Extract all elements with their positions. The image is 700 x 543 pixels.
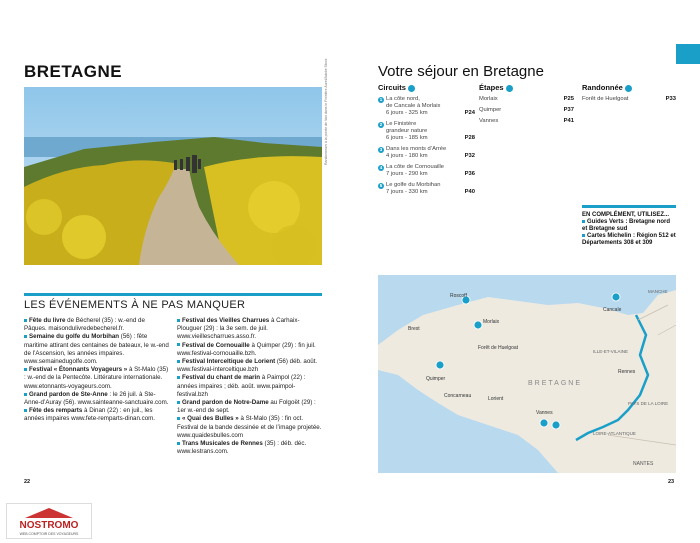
event-item bbox=[177, 358, 322, 374]
map-label-vannes: Vannes bbox=[536, 410, 553, 416]
etapes-section bbox=[479, 83, 574, 127]
circuit-page: P40 bbox=[464, 189, 475, 195]
map-label-loire-atlantique: LOIRE-ATLANTIQUE bbox=[593, 431, 636, 436]
circuit-line: 6 jours - 185 km bbox=[386, 135, 428, 141]
coastal-path-photo bbox=[24, 87, 322, 265]
bullet-icon bbox=[582, 220, 585, 223]
circuit-item[interactable] bbox=[378, 164, 475, 178]
circuit-number-icon: 3 bbox=[379, 147, 383, 152]
circuit-page: P36 bbox=[464, 171, 475, 177]
circuit-number-icon: 2 bbox=[379, 122, 383, 127]
circuit-line: Le Finistère bbox=[386, 121, 417, 127]
event-details: (35) : déb. déc. www.lestrans.com. bbox=[177, 440, 307, 456]
event-name: Trans Musicales de Rennes bbox=[182, 440, 263, 448]
event-details: : le 26 juil. à Ste-Anne-d’Auray (56). www.sainteanne-sanctuaire.com. bbox=[24, 390, 169, 407]
etape-item[interactable] bbox=[479, 105, 574, 116]
event-item bbox=[24, 391, 169, 407]
bullet-icon bbox=[24, 409, 27, 412]
bullet-icon bbox=[177, 442, 180, 445]
event-details: (56) : fête maritime attirant des centaines de bateaux, le w.-end de l’Ascension, les années impaires. www.semainedugolfe.com. bbox=[24, 333, 169, 366]
etape-item-name: Vannes bbox=[479, 118, 499, 124]
circuit-badge-icon bbox=[408, 85, 415, 92]
event-details: à Carhaix-Plouguer (29) : la 3e sem. de juil. www.vieillescharrues.asso.fr. bbox=[177, 317, 300, 341]
map-label-quimper: Quimper bbox=[426, 376, 446, 382]
circuit-line: La côte nord, bbox=[386, 96, 420, 102]
events-column-2 bbox=[177, 317, 322, 456]
bullet-icon bbox=[24, 368, 27, 371]
logo-tagline: WEB COMPTOIR DES VOYAGEURS bbox=[19, 532, 79, 536]
event-name: Fête du livre bbox=[29, 317, 66, 324]
circuit-item[interactable] bbox=[378, 146, 475, 160]
map-label-bretagne: BRETAGNE bbox=[528, 380, 582, 387]
map-label-nantes: NANTES bbox=[633, 461, 654, 467]
complement-item bbox=[582, 219, 676, 233]
event-details: de Bécherel (35) : w.-end de Pâques. maisondulivredebecherel.fr. bbox=[24, 317, 145, 333]
circuit-line: La côte de Cornouaille bbox=[386, 164, 445, 170]
bullet-icon bbox=[582, 234, 585, 237]
bullet-icon bbox=[24, 335, 27, 338]
bullet-icon bbox=[177, 343, 180, 346]
etape-badge-icon bbox=[506, 85, 513, 92]
event-details: à Quimper (29) : fin juil. www.festival-cornouaille.bzh. bbox=[177, 341, 316, 357]
event-item bbox=[177, 399, 322, 415]
circuit-item[interactable] bbox=[378, 182, 475, 196]
circuit-item[interactable] bbox=[378, 96, 475, 117]
bullet-icon bbox=[24, 319, 27, 322]
etape-item[interactable] bbox=[479, 94, 574, 105]
etape-item[interactable] bbox=[479, 116, 574, 127]
randonnee-item[interactable] bbox=[582, 94, 676, 105]
complement-text: Guides Verts : Bretagne nord et Bretagne sud bbox=[582, 219, 671, 232]
event-item bbox=[177, 374, 322, 399]
etape-item-name: Quimper bbox=[479, 107, 502, 113]
event-details: à St-Malo (35) : w.-end de la Pentecôte. Littérature internationale. www.etonnants-voyageurs.com. bbox=[24, 366, 169, 390]
circuit-line: 7 jours - 290 km bbox=[386, 171, 428, 177]
event-details: à Dinan (22) : en juil., les années impaires www.fete-remparts-dinan.com. bbox=[24, 407, 156, 423]
circuits-section bbox=[378, 83, 475, 200]
map-label-morlaix: Morlaix bbox=[483, 319, 500, 325]
event-item bbox=[24, 407, 169, 423]
complement-text: Cartes Michelin : Région 512 et Départements 308 et 309 bbox=[582, 233, 676, 246]
region-map bbox=[378, 275, 676, 473]
chapter-tab bbox=[676, 44, 700, 64]
event-item bbox=[177, 342, 322, 358]
circuit-line: Dans les monts d’Arrée bbox=[386, 146, 447, 152]
event-item bbox=[24, 366, 169, 391]
event-name: Semaine du golfe du Morbihan bbox=[29, 333, 120, 341]
roof-icon bbox=[25, 508, 73, 518]
circuit-page: P24 bbox=[464, 110, 475, 116]
map-label-roscoff: Roscoff bbox=[450, 293, 467, 299]
page-title-left: BRETAGNE bbox=[24, 62, 123, 81]
randonnee-section bbox=[582, 83, 676, 105]
event-item bbox=[177, 317, 322, 342]
event-name: Festival des Vieilles Charrues bbox=[182, 317, 270, 324]
circuit-page: P32 bbox=[464, 153, 475, 159]
nostromo-logo bbox=[6, 503, 92, 539]
events-column-1 bbox=[24, 317, 169, 424]
event-details: (56) déb. août. www.festival-interceltique.bzh bbox=[177, 358, 318, 374]
event-name: Grand pardon de Notre-Dame bbox=[182, 399, 269, 407]
map-label-pays-de-la-loire: PAYS DE LA LOIRE bbox=[628, 401, 669, 406]
etape-item-name: Morlaix bbox=[479, 96, 498, 102]
randonnee-item-name: Forêt de Huelgoat bbox=[582, 96, 629, 102]
bullet-icon bbox=[177, 417, 180, 420]
complement-box bbox=[582, 205, 676, 275]
event-name: Festival du chant de marin bbox=[182, 374, 261, 382]
event-item bbox=[177, 440, 322, 456]
page-number-right: 23 bbox=[668, 479, 675, 485]
etape-item-page: P37 bbox=[563, 107, 574, 113]
etapes-heading: Étapes bbox=[479, 83, 574, 92]
map-label-concarneau: Concarneau bbox=[444, 393, 472, 399]
circuit-line: 4 jours - 180 km bbox=[386, 153, 428, 159]
photo-credit: Randonneurs à la pointe de Van dans le Finistère Aurel/Adobe Stock bbox=[324, 58, 328, 165]
map-label-huelgoat: Forêt de Huelgoat bbox=[478, 345, 519, 351]
event-name: Grand pardon de Ste-Anne bbox=[29, 390, 108, 398]
circuits-heading: Circuits bbox=[378, 83, 475, 92]
circuit-page: P28 bbox=[464, 135, 475, 141]
bullet-icon bbox=[24, 393, 27, 396]
map-label-cancale: Cancale bbox=[603, 307, 622, 313]
circuit-line: Le golfe du Morbihan bbox=[386, 182, 441, 188]
circuit-item[interactable] bbox=[378, 121, 475, 142]
event-item bbox=[24, 317, 169, 333]
event-details: au Folgoët (29) : 1er w.-end de sept. bbox=[177, 399, 316, 415]
circuit-line: grandeur nature bbox=[386, 128, 428, 134]
map-label-lorient: Lorient bbox=[488, 396, 504, 402]
page-number-left: 22 bbox=[24, 479, 31, 485]
complement-item bbox=[582, 233, 676, 247]
bullet-icon bbox=[177, 376, 180, 379]
map-label-rennes: Rennes bbox=[618, 369, 636, 375]
circuit-line: de Cancale à Morlaix bbox=[386, 103, 441, 109]
circuit-number-icon: 5 bbox=[379, 183, 383, 188]
logo-text: NOSTROMO bbox=[19, 520, 79, 531]
randonnee-heading: Randonnée bbox=[582, 83, 676, 92]
bullet-icon bbox=[177, 360, 180, 363]
etape-item-page: P41 bbox=[563, 118, 574, 124]
event-name: « Quai des Bulles » bbox=[182, 415, 239, 423]
event-details: à Paimpol (22) : années impaires ; déb. août. www.paimpol-festival.bzh bbox=[177, 374, 306, 398]
event-name: Fête des remparts bbox=[29, 407, 83, 415]
event-item bbox=[177, 415, 322, 440]
events-bar bbox=[24, 293, 322, 296]
circuit-line: 7 jours - 330 km bbox=[386, 189, 428, 195]
map-label-manche: MANCHE bbox=[648, 289, 668, 294]
event-name: Festival Interceltique de Lorient bbox=[182, 358, 276, 366]
event-name: Festival « Étonnants Voyageurs » bbox=[29, 366, 128, 374]
event-details: à St-Malo (35) : fin oct. Festival de la bande dessinée et de l’image projetée. www.quaidesbulles.com bbox=[177, 415, 322, 439]
map-label-brest: Brest bbox=[408, 326, 420, 332]
page-title-right: Votre séjour en Bretagne bbox=[378, 63, 544, 80]
event-item bbox=[24, 333, 169, 366]
circuit-line: 6 jours - 325 km bbox=[386, 110, 428, 116]
map-label-ille-et-vilaine: ILLE-ET-VILAINE bbox=[593, 349, 629, 354]
event-name: Festival de Cornouaille bbox=[182, 341, 250, 349]
hiker-icon bbox=[625, 85, 632, 92]
bullet-icon bbox=[177, 319, 180, 322]
complement-bar bbox=[582, 205, 676, 208]
randonnee-item-page: P33 bbox=[665, 96, 676, 102]
circuit-number-icon: 4 bbox=[379, 165, 383, 170]
events-title: LES ÉVÉNEMENTS À NE PAS MANQUER bbox=[24, 299, 246, 311]
bullet-icon bbox=[177, 401, 180, 404]
etape-item-page: P25 bbox=[563, 96, 574, 102]
complement-heading: EN COMPLÉMENT, UTILISEZ... bbox=[582, 212, 670, 218]
circuit-number-icon: 1 bbox=[379, 97, 383, 102]
